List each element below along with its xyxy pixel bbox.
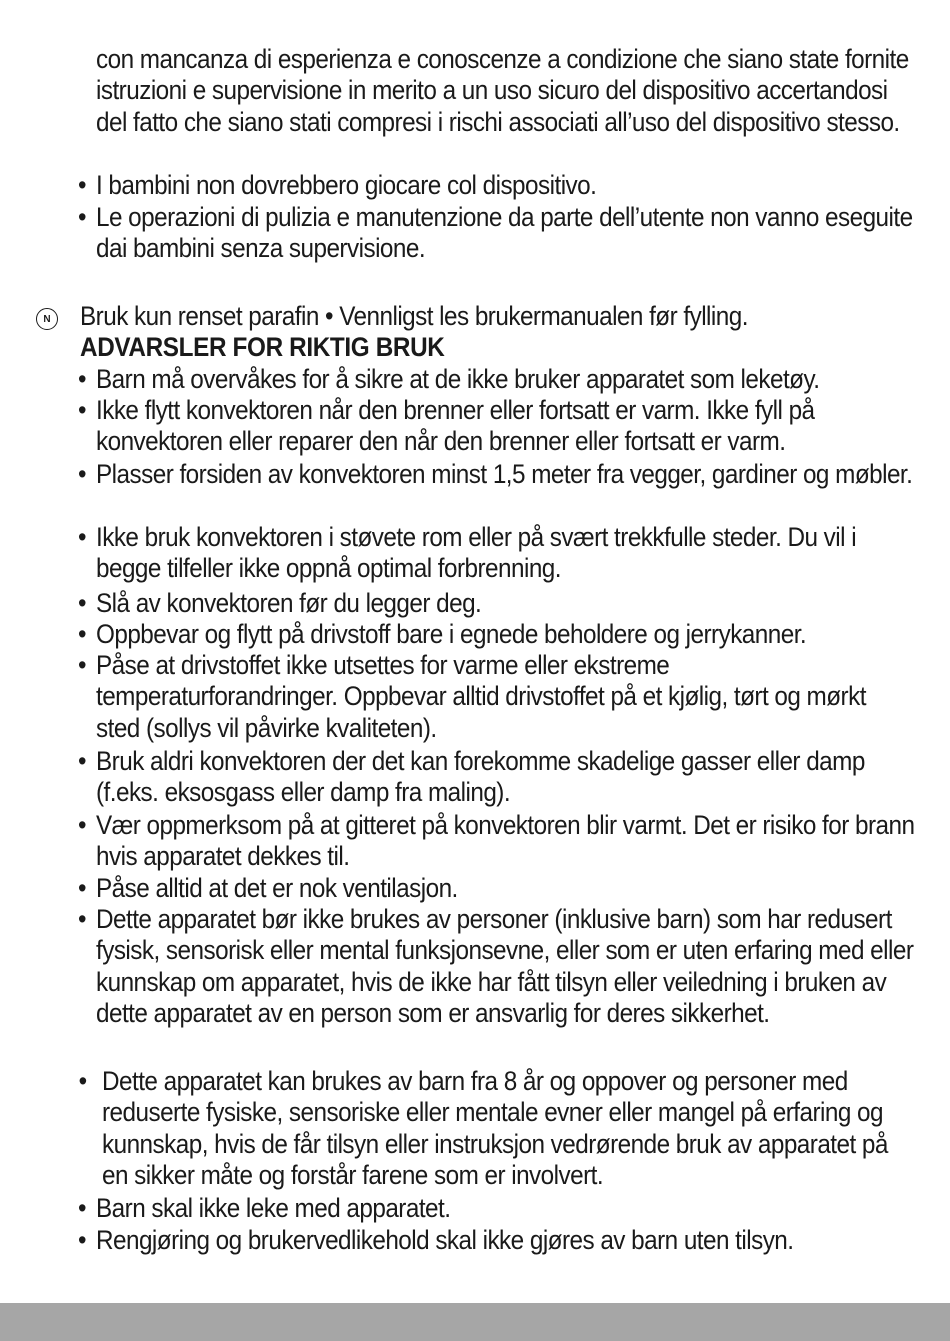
warning-bullet <box>78 810 915 873</box>
bullet-icon: • <box>78 746 86 776</box>
warning-bullet <box>78 619 915 650</box>
bullet-icon: • <box>78 459 86 489</box>
warning-bullet <box>78 1225 915 1256</box>
italian-bullet-text: Le operazioni di pulizia e manutenzione da parte dell’utente non vanno eseguite dai bambini senza supervisione. <box>96 202 913 264</box>
warning-bullet-text: Slå av konvektoren før du legger deg. <box>96 588 482 618</box>
warning-bullet-text: Rengjøring og brukervedlikehold skal ikke gjøres av barn uten tilsyn. <box>96 1225 794 1255</box>
bullet-icon: • <box>78 1066 87 1096</box>
bullet-icon: • <box>78 650 86 680</box>
warning-bullet-text: Påse at drivstoffet ikke utsettes for varme eller ekstreme temperaturforandringer. Oppbevar alltid drivstoffet på et kjølig, tørt og mørkt sted (sollys vil påvirke kvaliteten). <box>96 650 866 743</box>
warning-bullet-text: Påse alltid at det er nok ventilasjon. <box>96 873 458 903</box>
warning-bullet-text: Dette apparatet bør ikke brukes av personer (inklusive barn) som har redusert fysisk, sensorisk eller mental funksjonsevne, eller som er uten erfaring med eller kunnskap om apparatet, hvis de ikke har fått tilsyn eller veiledning i bruken av dette apparatet av en person som er ansvarlig for deres sikkerhet. <box>96 904 914 1029</box>
warning-bullet <box>78 588 915 619</box>
bullet-icon: • <box>78 810 86 840</box>
warning-bullet <box>78 364 915 395</box>
bullet-icon: • <box>78 364 86 394</box>
warning-bullet-text: Dette apparatet kan brukes av barn fra 8 år og oppover og personer med reduserte fysiske, sensoriske eller mentale evner eller mangel på erfaring og kunnskap, hvis de får tilsyn eller instruksjon vedrørende bruk av apparatet på en sikker måte og forstår farene som er involvert. <box>102 1066 888 1191</box>
warning-bullet <box>78 746 915 809</box>
italian-bullet <box>78 202 915 265</box>
warning-bullet <box>78 650 915 744</box>
bullet-icon: • <box>78 522 86 552</box>
bullet-icon: • <box>78 395 86 425</box>
warning-bullet <box>78 873 915 904</box>
warning-bullet <box>78 904 915 1030</box>
italian-continuation-text: con mancanza di esperienza e conoscenze a condizione che siano state fornite istruzioni e supervisione in merito a un uso sicuro del dispositivo accertandosi del fatto che siano stati compresi i rischi associati all’uso del dispositivo stesso. <box>96 44 909 137</box>
warning-bullet-text: Vær oppmerksom på at gitteret på konvektoren blir varmt. Det er risiko for brann hvis apparatet dekkes til. <box>96 810 915 872</box>
italian-bullet <box>78 170 915 201</box>
warning-bullet-text: Bruk aldri konvektoren der det kan forekomme skadelige gasser eller damp (f.eks. eksosgass eller damp fra maling). <box>96 746 865 808</box>
warning-bullet-text: Ikke flytt konvektoren når den brenner eller fortsatt er varm. Ikke fyll på konvektoren eller reparer den når den brenner eller fortsatt er varm. <box>96 395 815 457</box>
italian-bullet-text: I bambini non dovrebbero giocare col dispositivo. <box>96 170 597 200</box>
bullet-icon: • <box>78 170 86 200</box>
warning-bullet-text: Barn må overvåkes for å sikre at de ikke bruker apparatet som leketøy. <box>96 364 820 394</box>
section-heading: ADVARSLER FOR RIKTIG BRUK <box>80 332 445 362</box>
warning-bullet <box>78 459 915 490</box>
warning-bullet <box>78 1066 917 1192</box>
bullet-icon: • <box>78 588 86 618</box>
bullet-icon: • <box>78 1225 86 1255</box>
italian-continuation-paragraph <box>96 44 915 138</box>
bullet-icon: • <box>78 904 86 934</box>
warning-bullet-text: Ikke bruk konvektoren i støvete rom eller på svært trekkfulle steder. Du vil i begge tilfeller ikke oppnå optimal forbrenning. <box>96 522 857 584</box>
warning-bullet <box>78 1193 915 1224</box>
warning-bullet <box>78 395 915 458</box>
warning-bullet-text: Barn skal ikke leke med apparatet. <box>96 1193 451 1223</box>
language-badge-icon: N <box>36 308 58 330</box>
footer-band <box>0 1303 950 1341</box>
bullet-icon: • <box>78 202 86 232</box>
warning-bullet-text: Plasser forsiden av konvektoren minst 1,5 meter fra vegger, gardiner og møbler. <box>96 459 913 489</box>
warning-bullet-text: Oppbevar og flytt på drivstoff bare i egnede beholdere og jerrykanner. <box>96 619 807 649</box>
bullet-icon: • <box>78 619 86 649</box>
bullet-icon: • <box>78 873 86 903</box>
norwegian-intro: Bruk kun renset parafin • Vennligst les brukermanualen før fylling. <box>80 301 748 331</box>
bullet-icon: • <box>78 1193 86 1223</box>
warning-bullet <box>78 522 915 585</box>
